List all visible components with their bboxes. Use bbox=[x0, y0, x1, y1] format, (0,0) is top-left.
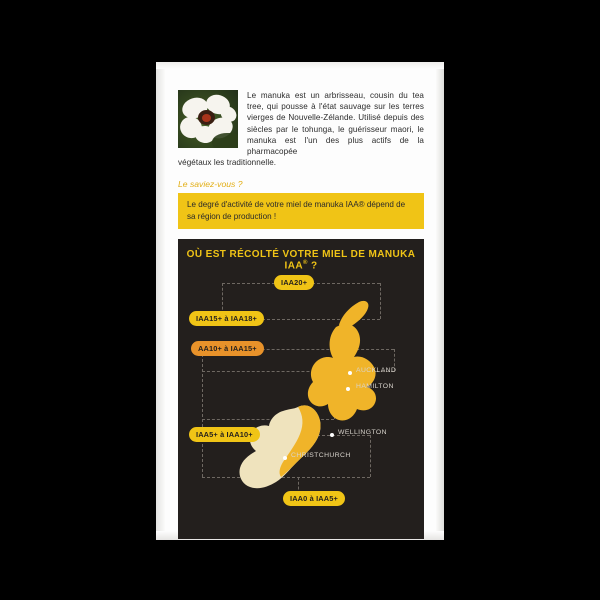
activity-callout: Le degré d'activité de votre miel de manuka IAA® dépend de sa région de production ! bbox=[178, 193, 424, 229]
map-title-main: OÙ EST RÉCOLTÉ VOTRE MIEL DE MANUKA IAA bbox=[186, 249, 416, 272]
intro-paragraph: Le manuka est un arbrisseau, cousin du tea tree, qui pousse à l'état sauvage sur les terres vierges de Nouvelle-Zélande. Utilisé depuis des siècles par le tohunga, le guérisseur maori, le manuka est l'un des plus actifs de la pharmacopée bbox=[247, 91, 424, 157]
grade-label-iaa10-15[interactable]: AA10+ à IAA15+ bbox=[191, 341, 264, 356]
map-panel bbox=[178, 239, 424, 539]
package-edge-top bbox=[156, 62, 444, 69]
map-title-end: ? bbox=[310, 260, 318, 272]
manuka-flower-image bbox=[178, 90, 238, 148]
north-island-tail bbox=[339, 301, 368, 329]
product-package bbox=[156, 62, 444, 540]
city-label-hamilton: HAMILTON bbox=[356, 383, 394, 391]
package-edge-right bbox=[436, 62, 444, 540]
flower-leaf bbox=[212, 133, 238, 148]
package-edge-left bbox=[156, 62, 165, 540]
city-label-auckland: AUCKLAND bbox=[356, 367, 397, 375]
flower-stamen bbox=[202, 114, 211, 122]
grade-label-iaa5-10[interactable]: IAA5+ à IAA10+ bbox=[189, 427, 260, 442]
city-label-christchurch: CHRISTCHURCH bbox=[291, 452, 351, 460]
registered-mark-icon: ® bbox=[302, 260, 308, 267]
intro-block bbox=[178, 90, 424, 157]
grade-label-iaa0-5[interactable]: IAA0 à IAA5+ bbox=[283, 491, 345, 506]
did-you-know-label: Le saviez-vous ? bbox=[178, 179, 243, 190]
grade-label-iaa20[interactable]: IAA20+ bbox=[274, 275, 314, 290]
city-label-wellington: WELLINGTON bbox=[338, 429, 387, 437]
intro-paragraph-tail: végétaux les traditionnelle. bbox=[178, 158, 277, 168]
grade-label-iaa15-18[interactable]: IAA15+ à IAA18+ bbox=[189, 311, 264, 326]
package-content bbox=[178, 90, 424, 539]
